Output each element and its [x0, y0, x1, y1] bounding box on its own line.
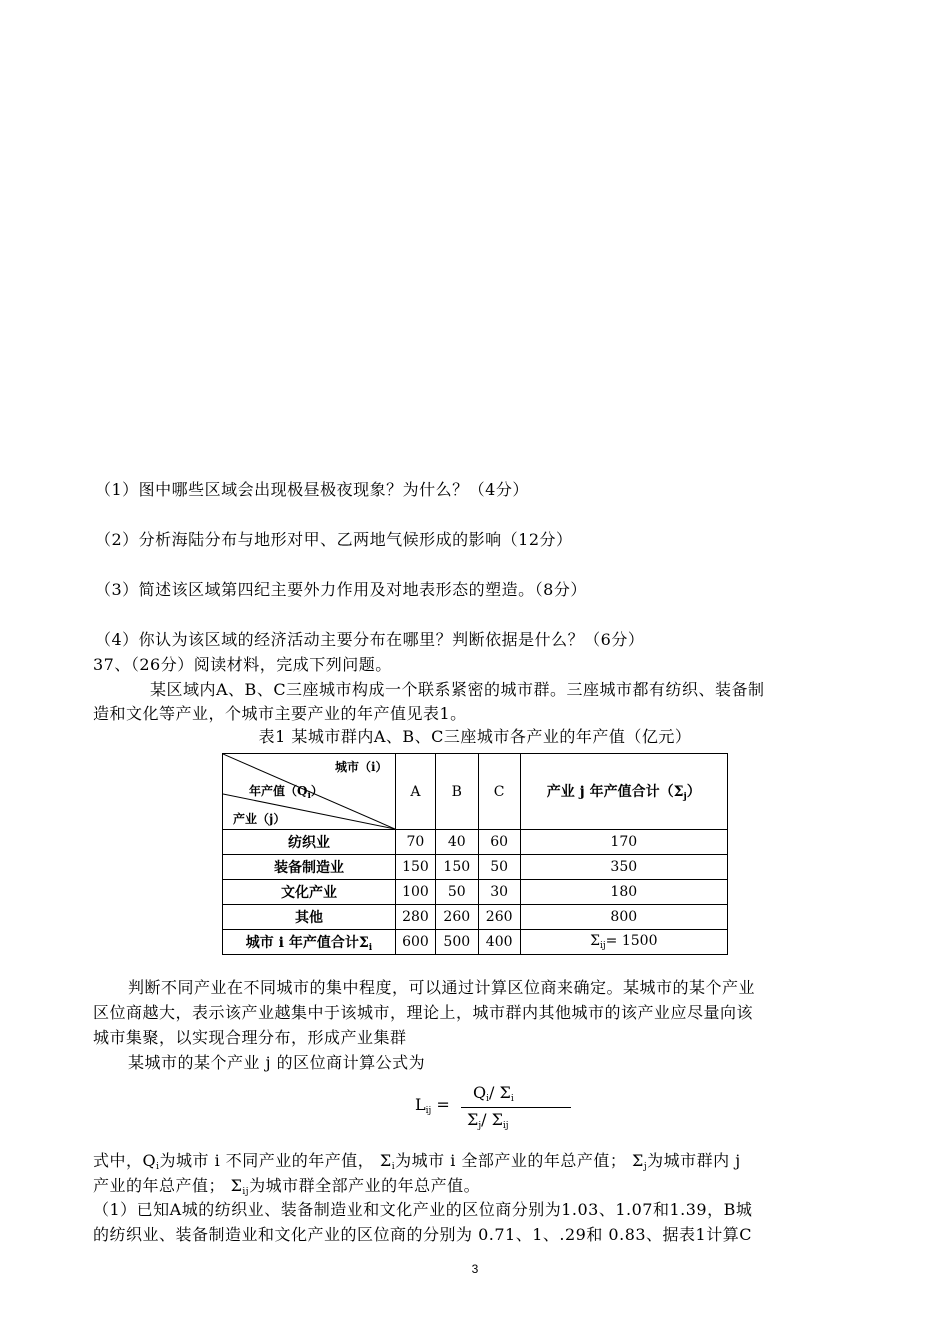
table-cell: 600 — [396, 930, 436, 955]
explain-line-2: 区位商越大，表示该产业越集中于该城市，理论上，城市群内其他城市的该产业应尽量向该 — [93, 1003, 754, 1022]
header-value-label: 年产值$(Q_i)$ — [249, 784, 323, 801]
page-number: 3 — [471, 1262, 479, 1276]
table-cell: 180 — [520, 880, 727, 905]
table-cell: 280 — [396, 905, 436, 930]
explain-line-3: 城市集聚，以实现合理分布，形成产业集群 — [93, 1028, 407, 1047]
table-cell: 150 — [396, 855, 436, 880]
table-cell: 100 — [396, 880, 436, 905]
intro-line-1: 某区域内A、B、C三座城市构成一个联系紧密的城市群。三座城市都有纺织、装备制 — [150, 680, 765, 699]
location-quotient-formula — [405, 1083, 575, 1133]
header-industry-label: 产业（j） — [233, 812, 286, 826]
table-cell: 800 — [520, 905, 727, 930]
row-label: 纺织业 — [223, 830, 396, 855]
table-cell: 40 — [435, 830, 478, 855]
column-header-b: B — [435, 754, 478, 830]
table-cell: 30 — [478, 880, 520, 905]
formula-numerator: $Q_i/$ $\Sigma_i$ — [473, 1083, 514, 1104]
header-city-label: 城市（i） — [335, 760, 388, 774]
table-header-row — [223, 754, 728, 830]
table-cell: 50 — [435, 880, 478, 905]
table-caption: 表1 某城市群内A、B、C三座城市各产业的年产值（亿元） — [258, 727, 692, 746]
q37-1-line-1: （1）已知A城的纺织业、装备制造业和文化产业的区位商分别为1.03、1.07和1.39，B城 — [93, 1200, 753, 1219]
formula-lhs: $L_{ij}$ = — [415, 1095, 450, 1116]
table-cell: 50 — [478, 855, 520, 880]
table-cell: 500 — [435, 930, 478, 955]
explain-line-4: 某城市的某个产业 j 的区位商计算公式为 — [128, 1053, 426, 1072]
q37-1-line-2: 的纺织业、装备制造业和文化产业的区位商的分别为 0.71、1、.29和 0.83、据表1计算C — [93, 1225, 752, 1244]
table-cell: 150 — [435, 855, 478, 880]
formula-denominator: $\Sigma_j/$ $\Sigma_{ij}$ — [467, 1110, 509, 1131]
column-header-c: C — [478, 754, 520, 830]
explain-line-1: 判断不同产业在不同城市的集中程度，可以通过计算区位商来确定。某城市的某个产业 — [128, 978, 756, 997]
diagonal-header-cell — [223, 754, 396, 830]
fraction-bar — [461, 1107, 571, 1108]
intro-line-2: 造和文化等产业，个城市主要产业的年产值见表1。 — [93, 704, 467, 723]
table-row — [223, 905, 728, 930]
row-label: 装备制造业 — [223, 855, 396, 880]
table-cell: 170 — [520, 830, 727, 855]
row-label: 其他 — [223, 905, 396, 930]
definition-line-2: 产业的年总产值； $\Sigma_{ij}$为城市群全部产业的年总产值。 — [93, 1176, 481, 1197]
table-row — [223, 855, 728, 880]
table-cell: 260 — [478, 905, 520, 930]
column-header-a: A — [396, 754, 436, 830]
table-total-row — [223, 930, 728, 955]
table-row — [223, 830, 728, 855]
table-cell: 350 — [520, 855, 727, 880]
question-36-3: （3）简述该区域第四纪主要外力作用及对地表形态的塑造。（8分） — [95, 580, 587, 599]
question-37-heading: 37、（26分）阅读材料，完成下列问题。 — [93, 655, 392, 674]
row-label: 城市 i 年产值合计$\Sigma_i$ — [223, 930, 396, 955]
column-header-sum: 产业 j 年产值合计$(\Sigma_j)$ — [520, 754, 727, 830]
definition-line-1: 式中，$Q_i$为城市 i 不同产业的年产值， $\Sigma_i$为城市 i 全部产业的年总产值； $\Sigma_j$为城市群内 j — [93, 1151, 741, 1172]
table-cell: 60 — [478, 830, 520, 855]
table-cell: 260 — [435, 905, 478, 930]
question-36-4: （4）你认为该区域的经济活动主要分布在哪里？判断依据是什么？（6分） — [95, 630, 645, 649]
question-36-1: （1）图中哪些区域会出现极昼极夜现象？为什么？（4分） — [95, 480, 529, 499]
table-row — [223, 880, 728, 905]
table-cell: 70 — [396, 830, 436, 855]
question-36-2: （2）分析海陆分布与地形对甲、乙两地气候形成的影响（12分） — [95, 530, 573, 549]
row-label: 文化产业 — [223, 880, 396, 905]
table-cell: 400 — [478, 930, 520, 955]
industry-output-table — [222, 753, 728, 955]
table-cell: $\Sigma_{ij}= 1500$ — [520, 930, 727, 955]
